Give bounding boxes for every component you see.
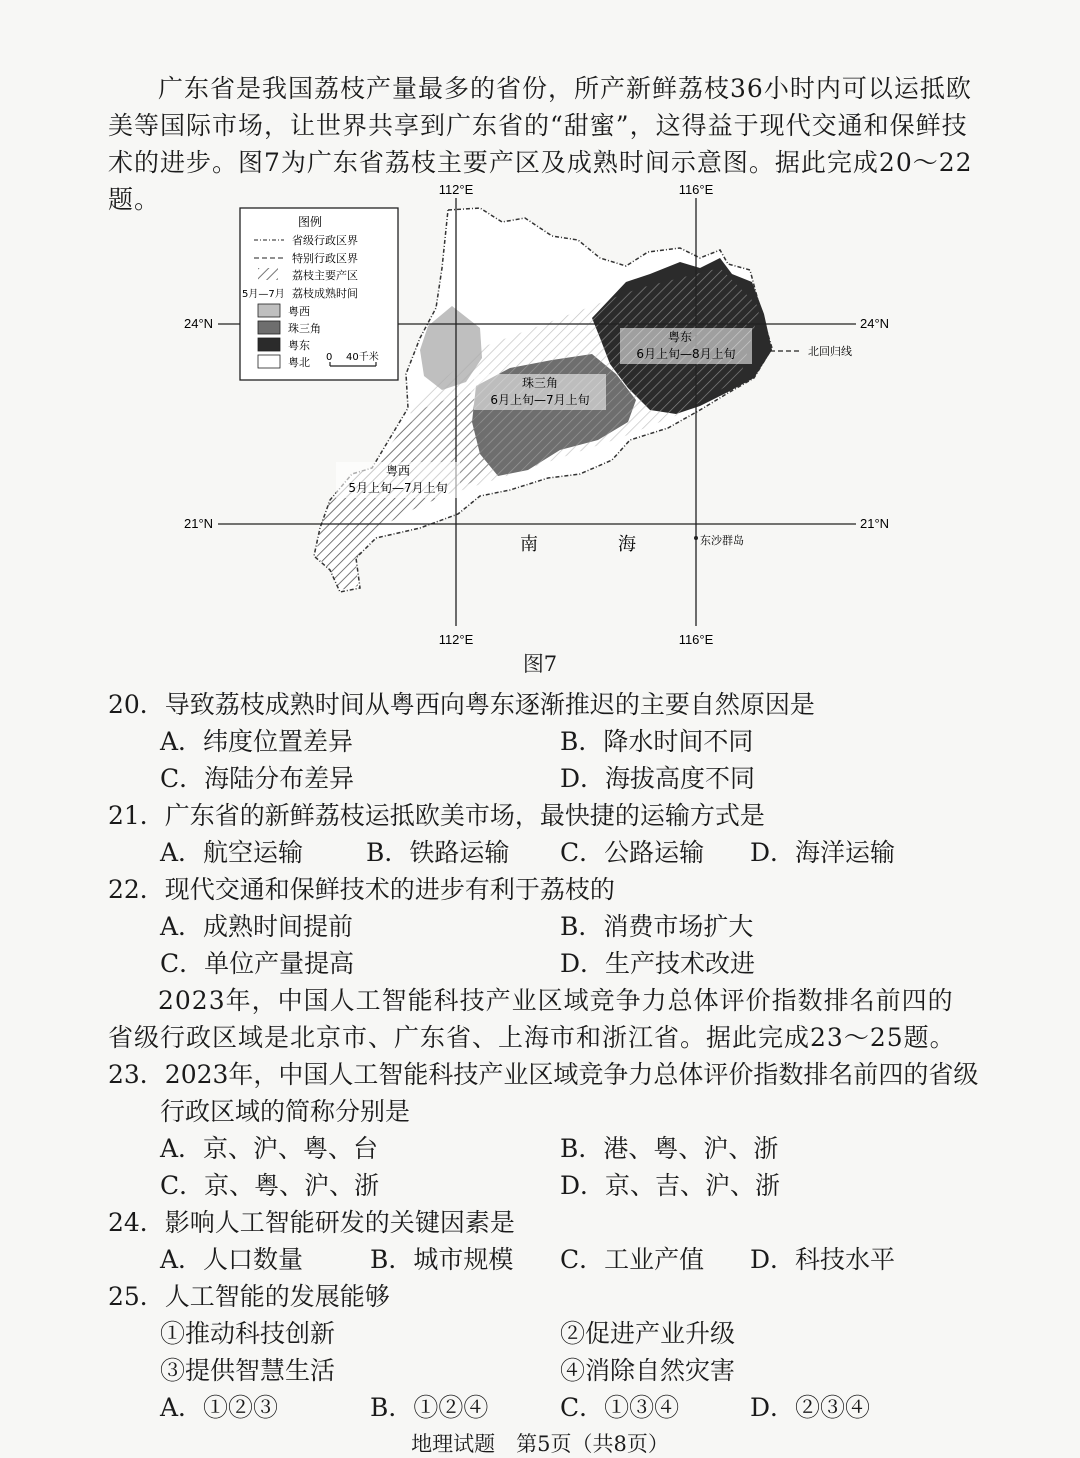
intro-2-text: 2023年，中国人工智能科技产业区域竞争力总体评价指数排名前四的省级行政区域是北京市、广东省、上海市和浙江省。据此完成23～25题。 (108, 986, 956, 1052)
legend-item-province: 省级行政区界 (292, 234, 358, 247)
sea-label-hai: 海 (618, 534, 636, 555)
q23-option-a[interactable]: A．京、沪、粤、台 (160, 1134, 379, 1163)
time-label-yuexi: 5月上旬—7月上旬 (348, 481, 448, 495)
map-legend (240, 208, 398, 380)
q23-option-c[interactable]: C．京、粤、沪、浙 (160, 1171, 380, 1200)
page-footer: 地理试题 第5页（共8页） (411, 1432, 669, 1456)
q20-stem: 20．导致荔枝成熟时间从粤西向粤东逐渐推迟的主要自然原因是 (108, 690, 815, 719)
legend-region-yuebei: 粤北 (288, 356, 310, 369)
region-label-zhusanjiao: 珠三角 (521, 376, 559, 390)
region-label-yuexi: 粤西 (385, 464, 411, 478)
q23-option-b[interactable]: B．港、粤、沪、浙 (560, 1134, 779, 1163)
q25-option-a[interactable]: A．①②③ (160, 1393, 279, 1422)
q25-statement-1: ①推动科技创新 (160, 1319, 336, 1348)
q22-option-a[interactable]: A．成熟时间提前 (160, 912, 354, 941)
label-21-left: 21°N (184, 516, 214, 531)
legend-item-sar: 特别行政区界 (292, 252, 358, 265)
q22-stem: 22．现代交通和保鲜技术的进步有利于荔枝的 (108, 875, 615, 904)
island-label: 东沙群岛 (700, 534, 744, 547)
q20-option-d[interactable]: D．海拔高度不同 (560, 764, 756, 793)
q23-stem-line1: 23．2023年，中国人工智能科技产业区域竞争力总体评价指数排名前四的省级 (108, 1060, 979, 1089)
q24-option-c[interactable]: C．工业产值 (560, 1245, 705, 1274)
q25-stem: 25．人工智能的发展能够 (108, 1282, 390, 1311)
q20-option-b[interactable]: B．降水时间不同 (560, 727, 754, 756)
region-label-yuedong: 粤东 (667, 330, 693, 344)
q25-statement-3: ③提供智慧生活 (160, 1356, 336, 1385)
q21-stem: 21．广东省的新鲜荔枝运抵欧美市场，最快捷的运输方式是 (108, 801, 765, 830)
q22-option-c[interactable]: C．单位产量提高 (160, 949, 355, 978)
legend-item-producing: 荔枝主要产区 (292, 269, 358, 282)
label-24-right: 24°N (860, 316, 890, 331)
legend-region-yuexi: 粤西 (288, 305, 310, 318)
q23-option-d[interactable]: D．京、吉、沪、浙 (560, 1171, 781, 1200)
intro-paragraph-2 (108, 982, 978, 1056)
q25-statement-2: ②促进产业升级 (560, 1319, 736, 1348)
q24-option-b[interactable]: B．城市规模 (370, 1245, 514, 1274)
label-24-left: 24°N (184, 316, 214, 331)
q21-option-d[interactable]: D．海洋运输 (750, 838, 896, 867)
q23-stem-line2: 行政区域的简称分别是 (160, 1097, 411, 1126)
q22-option-b[interactable]: B．消费市场扩大 (560, 912, 754, 941)
q22-option-d[interactable]: D．生产技术改进 (560, 949, 756, 978)
time-label-yuedong: 6月上旬—8月上旬 (636, 347, 736, 361)
q20-option-a[interactable]: A．纬度位置差异 (160, 727, 354, 756)
q21-option-b[interactable]: B．铁路运输 (366, 838, 510, 867)
legend-region-zhusanjiao: 珠三角 (288, 322, 321, 335)
label-21-right: 21°N (860, 516, 890, 531)
q24-option-a[interactable]: A．人口数量 (160, 1245, 304, 1274)
time-label-zhusanjiao: 6月上旬—7月上旬 (490, 393, 590, 407)
q20-option-c[interactable]: C．海陆分布差异 (160, 764, 355, 793)
q25-option-b[interactable]: B．①②④ (370, 1393, 489, 1422)
legend-sample-time: 5月—7月 (242, 289, 285, 300)
label-112-bottom: 112°E (438, 632, 474, 647)
label-116-top: 116°E (678, 182, 714, 197)
intro-1-text: 广东省是我国荔枝产量最多的省份，所产新鲜荔枝36小时内可以运抵欧美等国际市场，让世界共享到广东省的“甜蜜”，这得益于现代交通和保鲜技术的进步。图7为广东省荔枝主要产区及成熟时间示意图。据此完成20～22题。 (108, 74, 973, 214)
q24-option-d[interactable]: D．科技水平 (750, 1245, 896, 1274)
tropic-label: 北回归线 (808, 345, 852, 358)
legend-title: 图例 (298, 215, 323, 229)
q25-statement-4: ④消除自然灾害 (560, 1356, 736, 1385)
q25-option-c[interactable]: C．①③④ (560, 1393, 680, 1422)
figure-caption: 图7 (522, 652, 558, 676)
legend-item-time: 荔枝成熟时间 (292, 287, 358, 300)
label-116-bottom: 116°E (678, 632, 714, 647)
figure-7-map (180, 178, 900, 648)
q21-option-c[interactable]: C．公路运输 (560, 838, 705, 867)
sea-label-nan: 南 (520, 534, 538, 555)
q25-option-d[interactable]: D．②③④ (750, 1393, 871, 1422)
q21-option-a[interactable]: A．航空运输 (160, 838, 304, 867)
label-112-top: 112°E (438, 182, 474, 197)
legend-scale-value: 40千米 (346, 352, 379, 363)
legend-region-yuedong: 粤东 (288, 339, 310, 352)
legend-scale-zero: 0 (326, 352, 333, 363)
q24-stem: 24．影响人工智能研发的关键因素是 (108, 1208, 515, 1237)
